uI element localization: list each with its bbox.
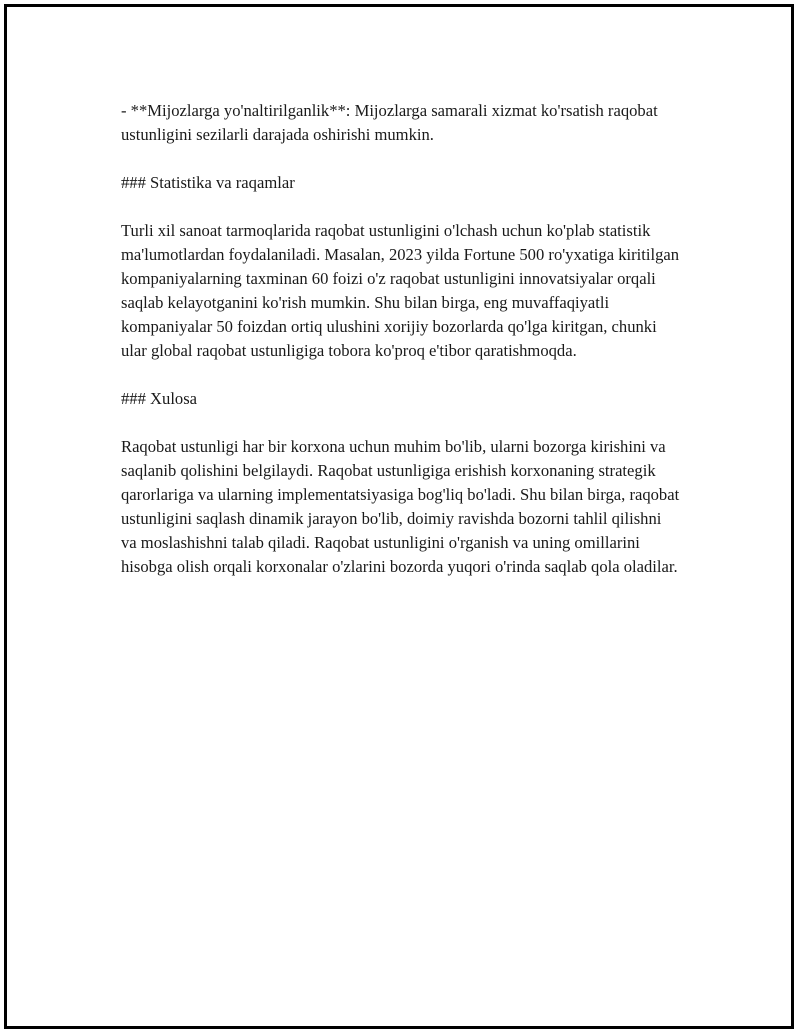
paragraph-conclusion: Raqobat ustunligi har bir korxona uchun muhim bo'lib, ularni bozorga kirishini va saqlanib qolishini belgilaydi. Raqobat ustunligiga erishish korxonaning strategik qarorlariga va ularning implementatsiyasiga bog'liq bo'ladi. Shu bilan birga, raqobat ustunligini saqlash dinamik jarayon bo'lib, doimiy ravishda bozorni tahlil qilishni va moslashishni talab qiladi. Raqobat ustunligini o'rganish va uning omillarini hisobga olish orqali korxonalar o'zlarini bozorda yuqori o'rinda saqlab qola oladilar.	[121, 437, 680, 576]
bullet-item-customer-orientation: - **Mijozlarga yo'naltirilganlik**: Mijozlarga samarali xizmat ko'rsatish raqobat ustunligini sezilarli darajada oshirishi mumkin.	[121, 101, 658, 144]
document-body	[121, 99, 681, 603]
document-page	[4, 4, 794, 1029]
heading-conclusion: ### Xulosa	[121, 389, 198, 408]
paragraph-statistics: Turli xil sanoat tarmoqlarida raqobat ustunligini o'lchash uchun ko'plab statistik ma'lumotlardan foydalaniladi. Masalan, 2023 yilda Fortune 500 ro'yxatiga kiritilgan kompaniyalarning taxminan 60 foizi o'z raqobat ustunligini innovatsiyalar orqali saqlab kelayotganini ko'rish mumkin. Shu bilan birga, eng muvaffaqiyatli kompaniyalar 50 foizdan ortiq ulushini xorijiy bozorlarda qo'lga kiritgan, chunki ular global raqobat ustunligiga tobora ko'proq e'tibor qaratishmoqda.	[121, 221, 680, 360]
heading-statistics: ### Statistika va raqamlar	[121, 173, 295, 192]
